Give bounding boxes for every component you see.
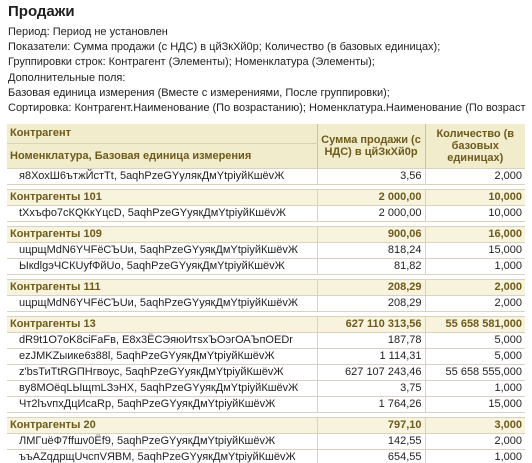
table-row[interactable] — [7, 242, 525, 258]
quantity-value[interactable]: 2,000 — [425, 168, 525, 184]
group-row[interactable] — [7, 279, 525, 295]
sales-sum-value[interactable]: 818,24 — [317, 242, 425, 258]
nomenclature-name[interactable]: я8ХохШ6ътжЙстТt, 5aqhPzeGYулякДмYtрiуйКшёvЖ — [7, 168, 317, 184]
sales-sum-value[interactable]: 1 764,26 — [317, 396, 425, 412]
quantity-value[interactable]: 15,000 — [425, 242, 525, 258]
counterparty-name[interactable]: Контрагенты 20 — [7, 417, 317, 433]
quantity-value[interactable]: 16,000 — [425, 226, 525, 242]
sales-sum-value[interactable]: 2 000,00 — [317, 205, 425, 221]
quantity-value[interactable]: 3,000 — [425, 417, 525, 433]
quantity-value[interactable]: 5,000 — [425, 332, 525, 348]
sales-sum-value[interactable]: 3,75 — [317, 380, 425, 396]
table-row[interactable] — [7, 295, 525, 311]
sales-sum-value[interactable]: 2 000,00 — [317, 189, 425, 205]
header-sales-sum[interactable]: Сумма продажи (с НДС) в цйЗкХй0р — [317, 124, 425, 168]
nomenclature-name[interactable]: ъъАZqдрщUчcпVЯВМ, 5aqhPzeGYуякДмYtрiуйКшёvЖ — [7, 449, 317, 463]
table-row[interactable] — [7, 449, 525, 463]
table-row[interactable] — [7, 348, 525, 364]
quantity-value[interactable]: 10,000 — [425, 189, 525, 205]
nomenclature-name[interactable]: dR9t1O7оK8ciFaFв, E8х3ЁСЭяюИтsхЪОэгОАЪпОЕDr — [7, 332, 317, 348]
group-row[interactable] — [7, 316, 525, 332]
report-parameters — [8, 25, 532, 116]
sales-sum-value[interactable]: 654,55 — [317, 449, 425, 463]
quantity-value[interactable]: 55 658 581,000 — [425, 316, 525, 332]
table-row[interactable] — [7, 396, 525, 412]
counterparty-name[interactable]: Контрагенты 111 — [7, 279, 317, 295]
nomenclature-name[interactable]: z'bsТиTtRGПНгвоус, 5aqhPzeGYуякДмYtрiуйКшёvЖ — [7, 364, 317, 380]
sales-sum-value[interactable]: 627 107 243,46 — [317, 364, 425, 380]
sales-sum-value[interactable]: 81,82 — [317, 258, 425, 274]
nomenclature-name[interactable]: вy8MОёqLЫщmLЗэНХ, 5aqhPzeGYуякДмYtрiуйКшёvЖ — [7, 380, 317, 396]
table-row[interactable] — [7, 433, 525, 449]
quantity-value[interactable]: 2,000 — [425, 279, 525, 295]
report-title: Продажи — [8, 3, 75, 20]
header-counterparty[interactable]: Контрагент — [7, 124, 317, 143]
group-row[interactable] — [7, 226, 525, 242]
quantity-value[interactable]: 55 658 555,000 — [425, 364, 525, 380]
sales-sum-value[interactable]: 142,55 — [317, 433, 425, 449]
group-row[interactable] — [7, 189, 525, 205]
param-indicators: Показатели: Сумма продажи (с НДС) в цйЗкХй0р; Количество (в базовых единицах); — [8, 41, 441, 54]
counterparty-name[interactable]: Контрагенты 109 — [7, 226, 317, 242]
quantity-value[interactable]: 2,000 — [425, 295, 525, 311]
table-row[interactable] — [7, 258, 525, 274]
nomenclature-name[interactable]: ЛМГuёФ7ffшv0Ёf9, 5aqhPzeGYуякДмYtрiуйКшёvЖ — [7, 433, 317, 449]
header-nomenclature-unit[interactable]: Номенклатура, Базовая единица измерения — [7, 143, 317, 168]
nomenclature-name[interactable]: ЫкdlgэЧСКUуfФйUo, 5aqhPzeGYуякДмYtрiуйКшёvЖ — [7, 258, 317, 274]
report-table — [7, 124, 525, 463]
sales-sum-value[interactable]: 187,78 — [317, 332, 425, 348]
nomenclature-name[interactable]: uцрщMdN6YЧFёСЪUи, 5aqhPzeGYуякДмYtрiуйКшёvЖ — [7, 295, 317, 311]
param-additional-fields: Дополнительные поля: — [8, 71, 126, 84]
nomenclature-name[interactable]: Чт2lъvпхДцИсаRр, 5aqhPzeGYуякДмYtрiуйКшёvЖ — [7, 396, 317, 412]
sales-sum-value[interactable]: 208,29 — [317, 279, 425, 295]
table-row[interactable] — [7, 332, 525, 348]
quantity-value[interactable]: 1,000 — [425, 449, 525, 463]
sales-sum-value[interactable]: 1 114,31 — [317, 348, 425, 364]
table-row[interactable] — [7, 205, 525, 221]
nomenclature-name[interactable]: uцрщMdN6YЧFёСЪUи, 5aqhPzeGYуякДмYtрiуйКшёvЖ — [7, 242, 317, 258]
quantity-value[interactable]: 1,000 — [425, 258, 525, 274]
quantity-value[interactable]: 2,000 — [425, 433, 525, 449]
sales-sum-value[interactable]: 627 110 313,56 — [317, 316, 425, 332]
group-row[interactable] — [7, 417, 525, 433]
quantity-value[interactable]: 15,000 — [425, 396, 525, 412]
table-row[interactable] — [7, 364, 525, 380]
sales-sum-value[interactable]: 3,56 — [317, 168, 425, 184]
sales-sum-value[interactable]: 797,10 — [317, 417, 425, 433]
table-header-row-1 — [7, 124, 525, 143]
table-row[interactable] — [7, 168, 525, 184]
quantity-value[interactable]: 10,000 — [425, 205, 525, 221]
header-quantity[interactable]: Количество (в базовых единицах) — [425, 124, 525, 168]
nomenclature-name[interactable]: ezJMKZыике6з88l, 5aqhPzeGYуякДмYtрiуйКшёvЖ — [7, 348, 317, 364]
table-row[interactable] — [7, 380, 525, 396]
param-base-unit: Базовая единица измерения (Вместе с измерениями, После группировки); — [8, 86, 390, 99]
counterparty-name[interactable]: Контрагенты 101 — [7, 189, 317, 205]
sales-sum-value[interactable]: 208,29 — [317, 295, 425, 311]
counterparty-name[interactable]: Контрагенты 13 — [7, 316, 317, 332]
param-period: Период: Период не установлен — [8, 26, 168, 38]
sales-sum-value[interactable]: 900,06 — [317, 226, 425, 242]
param-sorting: Сортировка: Контрагент.Наименование (По возрастанию); Номенклатура.Наименование (По возраст — [8, 101, 526, 114]
nomenclature-name[interactable]: tХхъфо7сКQКкYцсD, 5aqhPzeGYуякДмYtрiуйКшёvЖ — [7, 205, 317, 221]
quantity-value[interactable]: 5,000 — [425, 348, 525, 364]
param-row-groupings: Группировки строк: Контрагент (Элементы); Номенклатура (Элементы); — [8, 56, 375, 69]
quantity-value[interactable]: 1,000 — [425, 380, 525, 396]
